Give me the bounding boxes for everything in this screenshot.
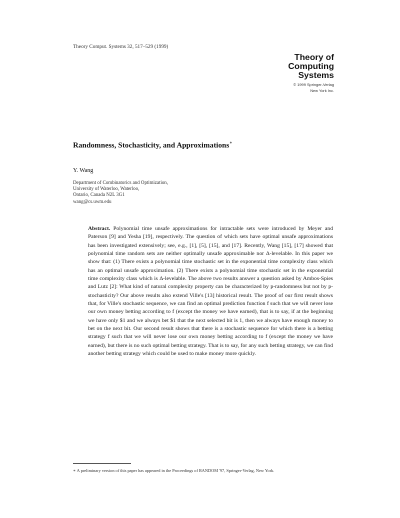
author-name: Y. Wang xyxy=(73,168,94,174)
footnote-rule xyxy=(73,463,131,464)
author-affiliation xyxy=(73,181,168,206)
author-email: wang@cs.uwm.edu xyxy=(73,199,112,205)
copyright-line-2: New York Inc. xyxy=(310,87,334,93)
affiliation-line-3: Ontario, Canada N2L 3G1 xyxy=(73,193,125,199)
abstract-text: Polynomial time unsafe approximations for intractable sets were introduced by Meyer and Paterson [9] and Yesha [19], respectively. The question of which sets have optimal unsafe approximations has been investigated extensively; see, e.g., [1], [5], [15], and [17]. Recently, Wang [15], [17] showed that polynomial time random sets are neither optimally unsafe approximable nor Δ-levelable. In this paper we show that: (1) There exists a polynomial time stochastic set in the exponential time complexity class which has an optimal unsafe approximation. (2) There exists a polynomial time stochastic set in the exponential time complexity class which is Δ-levelable. The above two results answer a question asked by Ambos-Spies and Lutz [2]: What kind of natural complexity property can be characterized by p-randomness but not by p-stochasticity? Our above results also extend Ville's [13] historical result. The proof of our first result shows that, for Ville's stochastic sequence, we can find an optimal prediction function f such that we will never lose our own money betting according to f (except the money we have earned), that is to say, if at the beginning we have only $1 and we always bet $1 that the next selected bit is 1, then we always have enough money to bet on the next bit. Our second result shows that there is a stochastic sequence for which there is a betting strategy f such that we will never lose our own money betting according to f (except the money we have earned), but there is no such optimal betting strategy. That is to say, for any such betting strategy, we can find another betting strategy which could be used to make money more quickly. xyxy=(88,226,334,358)
copyright-line-1: © 1999 Springer-Verlag xyxy=(293,81,334,87)
abstract-label: Abstract. xyxy=(88,226,111,232)
journal-citation: Theory Comput. Systems 32, 517–529 (1999) xyxy=(73,44,169,50)
journal-name-line-3: Systems xyxy=(298,70,334,81)
paper-title xyxy=(73,140,232,150)
affiliation-line-2: University of Waterloo, Waterloo, xyxy=(73,187,140,193)
journal-masthead xyxy=(248,53,334,93)
journal-name-line-2: Computing xyxy=(288,61,334,72)
abstract xyxy=(88,225,333,359)
title-footnote-mark: ∗ xyxy=(229,140,233,145)
affiliation-line-1: Department of Combinatorics and Optimization, xyxy=(73,181,168,186)
footnote: ∗ A preliminary version of this paper has appeared in the Proceedings of RANDOM '97, Springer-Verlag, New York. xyxy=(73,468,275,473)
paper-title-text: Randomness, Stochasticity, and Approximations xyxy=(73,140,230,150)
journal-name-line-1: Theory of xyxy=(294,52,334,62)
